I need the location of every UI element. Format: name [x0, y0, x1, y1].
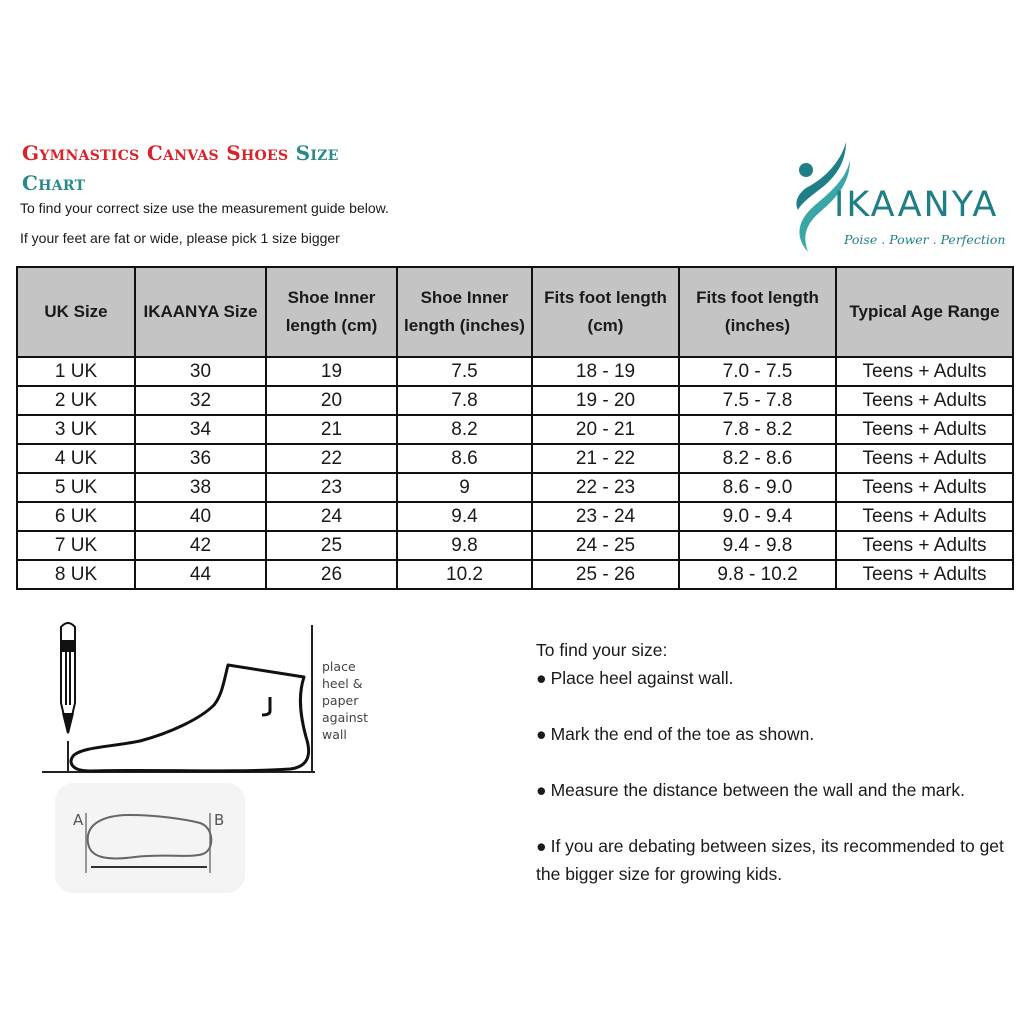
point-b-label: B — [214, 811, 225, 829]
pencil-icon — [61, 623, 75, 733]
table-cell: 1 UK — [17, 357, 135, 386]
table-cell: 19 — [266, 357, 397, 386]
brand-name: IKAANYA — [834, 185, 999, 225]
sole-measurement-diagram — [55, 783, 245, 893]
table-cell: 4 UK — [17, 444, 135, 473]
table-cell: 9.8 — [397, 531, 532, 560]
brand-tagline: Poise . Power . Perfection — [844, 232, 1006, 247]
table-cell: 2 UK — [17, 386, 135, 415]
bullet-icon: ● — [536, 780, 547, 800]
column-header: Shoe Inner length (inches) — [397, 267, 532, 357]
foot-measurement-diagram — [30, 615, 390, 785]
table-cell: 30 — [135, 357, 266, 386]
title-teal-part-2: Chart — [22, 171, 86, 195]
table-cell: 42 — [135, 531, 266, 560]
table-cell: Teens + Adults — [836, 502, 1013, 531]
table-cell: 10.2 — [397, 560, 532, 589]
point-a-label: A — [73, 811, 84, 829]
bullet-icon: ● — [536, 724, 547, 744]
column-header: Fits foot length (inches) — [679, 267, 836, 357]
table-cell: 9.4 — [397, 502, 532, 531]
table-cell: 3 UK — [17, 415, 135, 444]
size-chart-table — [16, 266, 1014, 590]
table-cell: 7 UK — [17, 531, 135, 560]
table-cell: 26 — [266, 560, 397, 589]
table-cell: 8.2 - 8.6 — [679, 444, 836, 473]
table-cell: 7.0 - 7.5 — [679, 357, 836, 386]
table-row — [17, 531, 1013, 560]
table-cell: 8.2 — [397, 415, 532, 444]
column-header: Shoe Inner length (cm) — [266, 267, 397, 357]
table-cell: 18 - 19 — [532, 357, 679, 386]
table-cell: 8 UK — [17, 560, 135, 589]
table-header-row — [17, 267, 1013, 357]
table-cell: 5 UK — [17, 473, 135, 502]
instructions-heading: To find your size: — [536, 640, 668, 660]
table-cell: 22 - 23 — [532, 473, 679, 502]
instruction-step: ● Mark the end of the toe as shown. — [536, 720, 1016, 748]
table-cell: 24 - 25 — [532, 531, 679, 560]
table-cell: Teens + Adults — [836, 560, 1013, 589]
table-cell: 23 - 24 — [532, 502, 679, 531]
title-teal-part: Size — [295, 141, 339, 165]
foot-outline — [71, 665, 309, 771]
intro-wide-feet-note: If your feet are fat or wide, please pick 1 size bigger — [20, 230, 340, 246]
table-cell: Teens + Adults — [836, 444, 1013, 473]
brand-logo — [788, 140, 1018, 258]
table-cell: Teens + Adults — [836, 473, 1013, 502]
table-cell: 7.8 - 8.2 — [679, 415, 836, 444]
table-cell: 21 — [266, 415, 397, 444]
table-cell: Teens + Adults — [836, 357, 1013, 386]
table-cell: 32 — [135, 386, 266, 415]
table-cell: 24 — [266, 502, 397, 531]
table-row — [17, 444, 1013, 473]
table-cell: 9 — [397, 473, 532, 502]
table-cell: 8.6 - 9.0 — [679, 473, 836, 502]
table-cell: 9.8 - 10.2 — [679, 560, 836, 589]
table-cell: 20 — [266, 386, 397, 415]
title-red-part: Gymnastics Canvas Shoes — [22, 141, 289, 165]
table-cell: 20 - 21 — [532, 415, 679, 444]
sole-outline — [88, 815, 212, 858]
table-cell: Teens + Adults — [836, 531, 1013, 560]
table-cell: 9.4 - 9.8 — [679, 531, 836, 560]
table-cell: 19 - 20 — [532, 386, 679, 415]
table-row — [17, 386, 1013, 415]
table-cell: 44 — [135, 560, 266, 589]
table-cell: 25 — [266, 531, 397, 560]
ankle-mark — [262, 697, 270, 715]
wall-label: place heel & paper against wall — [322, 659, 369, 742]
column-header: Typical Age Range — [836, 267, 1013, 357]
table-cell: 8.6 — [397, 444, 532, 473]
instruction-step: ● If you are debating between sizes, its recommended to get the bigger size for growing kids. — [536, 832, 1016, 888]
bullet-icon: ● — [536, 836, 547, 856]
table-cell: 25 - 26 — [532, 560, 679, 589]
table-row — [17, 415, 1013, 444]
table-cell: 9.0 - 9.4 — [679, 502, 836, 531]
table-row — [17, 357, 1013, 386]
instruction-step: ● Place heel against wall. — [536, 664, 1016, 692]
table-cell: 7.8 — [397, 386, 532, 415]
table-cell: Teens + Adults — [836, 415, 1013, 444]
table-cell: 36 — [135, 444, 266, 473]
table-cell: 23 — [266, 473, 397, 502]
table-cell: 38 — [135, 473, 266, 502]
table-cell: 7.5 — [397, 357, 532, 386]
column-header: IKAANYA Size — [135, 267, 266, 357]
table-cell: 34 — [135, 415, 266, 444]
table-cell: 7.5 - 7.8 — [679, 386, 836, 415]
table-row — [17, 502, 1013, 531]
table-cell: 6 UK — [17, 502, 135, 531]
column-header: Fits foot length (cm) — [532, 267, 679, 357]
instruction-step: ● Measure the distance between the wall and the mark. — [536, 776, 1016, 804]
page-title — [22, 138, 442, 198]
table-cell: 40 — [135, 502, 266, 531]
table-cell: Teens + Adults — [836, 386, 1013, 415]
table-cell: 21 - 22 — [532, 444, 679, 473]
sizing-instructions — [536, 636, 1016, 888]
table-row — [17, 473, 1013, 502]
intro-measurement-guide: To find your correct size use the measurement guide below. — [20, 200, 389, 216]
column-header: UK Size — [17, 267, 135, 357]
bullet-icon: ● — [536, 668, 547, 688]
table-row — [17, 560, 1013, 589]
table-cell: 22 — [266, 444, 397, 473]
